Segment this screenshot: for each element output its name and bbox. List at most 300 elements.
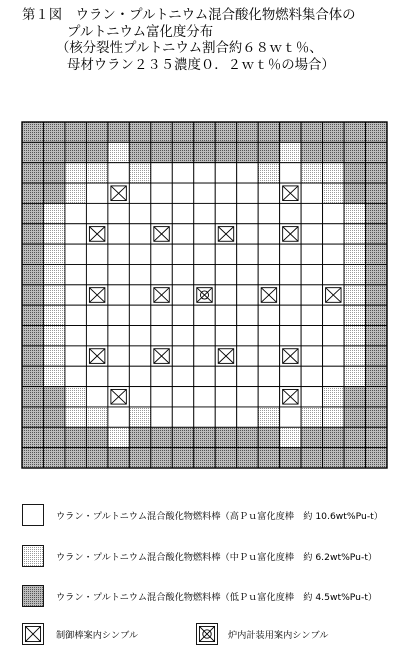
- low-rod-cell: [22, 122, 43, 142]
- high-rod-cell: [194, 305, 215, 325]
- low-rod-cell: [194, 142, 215, 162]
- low-rod-cell: [323, 427, 344, 447]
- low-rod-cell: [86, 427, 107, 447]
- instrument-swatch-cell: [197, 624, 218, 645]
- high-rod-cell: [237, 326, 258, 346]
- control-swatch-cell: [23, 624, 44, 645]
- high-pu-swatch-icon: [22, 504, 44, 526]
- high-rod-cell: [172, 244, 193, 264]
- high-rod-cell: [258, 387, 279, 407]
- low-rod-cell: [366, 244, 387, 264]
- medium-rod-cell: [43, 203, 64, 223]
- low-rod-cell: [22, 264, 43, 284]
- high-rod-cell: [194, 163, 215, 183]
- low-pu-swatch-icon: [22, 585, 44, 607]
- medium-rod-cell: [344, 244, 365, 264]
- low-rod-cell: [22, 163, 43, 183]
- medium-rod-cell: [323, 387, 344, 407]
- low-rod-cell: [366, 427, 387, 447]
- low-rod-cell: [344, 163, 365, 183]
- medium-rod-cell: [65, 163, 86, 183]
- high-rod-cell: [108, 264, 129, 284]
- low-rod-cell: [43, 407, 64, 427]
- high-rod-cell: [215, 407, 236, 427]
- high-rod-cell: [151, 203, 172, 223]
- medium-rod-cell: [323, 163, 344, 183]
- high-rod-cell: [301, 285, 322, 305]
- high-rod-cell: [172, 326, 193, 346]
- high-rod-cell: [172, 387, 193, 407]
- medium-rod-cell: [344, 285, 365, 305]
- low-rod-cell: [344, 387, 365, 407]
- high-rod-cell: [129, 366, 150, 386]
- low-rod-cell: [344, 448, 365, 468]
- low-rod-cell: [280, 122, 301, 142]
- high-swatch-cell: [23, 505, 44, 526]
- title-line-1: [22, 8, 407, 25]
- low-rod-cell: [258, 142, 279, 162]
- high-rod-cell: [301, 244, 322, 264]
- high-rod-cell: [237, 203, 258, 223]
- high-rod-cell: [280, 203, 301, 223]
- low-rod-cell: [22, 366, 43, 386]
- high-rod-cell: [237, 366, 258, 386]
- low-rod-cell: [172, 427, 193, 447]
- high-rod-cell: [172, 203, 193, 223]
- low-rod-cell: [151, 122, 172, 142]
- high-rod-cell: [129, 305, 150, 325]
- control-rod-thimble-icon: [22, 623, 44, 645]
- high-rod-cell: [301, 264, 322, 284]
- medium-rod-cell: [258, 163, 279, 183]
- high-rod-cell: [151, 387, 172, 407]
- low-rod-cell: [129, 448, 150, 468]
- high-rod-cell: [215, 305, 236, 325]
- low-rod-cell: [172, 142, 193, 162]
- high-rod-cell: [237, 305, 258, 325]
- medium-rod-cell: [344, 224, 365, 244]
- low-rod-cell: [366, 285, 387, 305]
- high-rod-cell: [65, 346, 86, 366]
- high-rod-cell: [215, 366, 236, 386]
- high-rod-cell: [194, 346, 215, 366]
- high-rod-cell: [172, 305, 193, 325]
- high-rod-cell: [194, 224, 215, 244]
- high-rod-cell: [86, 326, 107, 346]
- medium-rod-cell: [344, 346, 365, 366]
- low-rod-cell: [366, 448, 387, 468]
- medium-rod-cell: [43, 326, 64, 346]
- low-rod-cell: [366, 183, 387, 203]
- high-rod-cell: [280, 407, 301, 427]
- low-rod-cell: [366, 203, 387, 223]
- high-rod-cell: [172, 163, 193, 183]
- high-rod-cell: [65, 326, 86, 346]
- high-rod-cell: [172, 264, 193, 284]
- high-rod-cell: [237, 285, 258, 305]
- control-rod-cell: [258, 285, 279, 305]
- high-rod-cell: [258, 326, 279, 346]
- high-rod-cell: [108, 163, 129, 183]
- control-rod-cell: [108, 387, 129, 407]
- high-rod-cell: [151, 163, 172, 183]
- low-rod-cell: [22, 387, 43, 407]
- high-rod-cell: [172, 366, 193, 386]
- high-rod-cell: [172, 183, 193, 203]
- medium-rod-cell: [301, 407, 322, 427]
- medium-rod-cell: [65, 407, 86, 427]
- high-rod-cell: [323, 244, 344, 264]
- low-rod-cell: [366, 142, 387, 162]
- high-rod-cell: [258, 346, 279, 366]
- legend-label-high: ウラン・プルトニウム混合酸化物燃料棒（高Ｐｕ富化度棒 約 10.6wt%Pu-t）: [56, 511, 383, 522]
- control-rod-cell: [215, 224, 236, 244]
- low-rod-cell: [366, 305, 387, 325]
- high-rod-cell: [258, 305, 279, 325]
- medium-rod-cell: [301, 163, 322, 183]
- low-rod-cell: [215, 427, 236, 447]
- low-rod-cell: [323, 142, 344, 162]
- low-rod-cell: [108, 448, 129, 468]
- high-rod-cell: [108, 366, 129, 386]
- high-rod-cell: [129, 387, 150, 407]
- medium-rod-cell: [43, 264, 64, 284]
- high-rod-cell: [280, 366, 301, 386]
- high-rod-cell: [86, 387, 107, 407]
- medium-rod-cell: [108, 142, 129, 162]
- high-rod-cell: [129, 264, 150, 284]
- high-rod-cell: [258, 203, 279, 223]
- low-rod-cell: [65, 122, 86, 142]
- high-rod-cell: [108, 244, 129, 264]
- low-rod-cell: [108, 122, 129, 142]
- low-rod-cell: [215, 122, 236, 142]
- low-rod-cell: [344, 407, 365, 427]
- low-rod-cell: [22, 244, 43, 264]
- low-rod-cell: [151, 448, 172, 468]
- low-rod-cell: [22, 326, 43, 346]
- low-rod-cell: [43, 448, 64, 468]
- medium-rod-cell: [43, 346, 64, 366]
- high-rod-cell: [258, 264, 279, 284]
- high-rod-cell: [280, 285, 301, 305]
- high-rod-cell: [65, 305, 86, 325]
- high-rod-cell: [301, 346, 322, 366]
- low-rod-cell: [301, 142, 322, 162]
- title-text-1: ウラン・プルトニウム混合酸化物燃料集合体の: [75, 8, 356, 23]
- high-rod-cell: [237, 183, 258, 203]
- high-rod-cell: [215, 387, 236, 407]
- high-rod-cell: [194, 244, 215, 264]
- low-rod-cell: [194, 448, 215, 468]
- low-rod-cell: [366, 387, 387, 407]
- high-rod-cell: [129, 244, 150, 264]
- high-rod-cell: [215, 203, 236, 223]
- control-rod-cell: [151, 346, 172, 366]
- medium-rod-cell: [65, 387, 86, 407]
- low-rod-cell: [194, 122, 215, 142]
- low-rod-cell: [194, 427, 215, 447]
- low-rod-cell: [301, 122, 322, 142]
- low-rod-cell: [22, 427, 43, 447]
- high-rod-cell: [172, 224, 193, 244]
- low-rod-cell: [86, 142, 107, 162]
- high-rod-cell: [280, 264, 301, 284]
- legend-label-low: ウラン・プルトニウム混合酸化物燃料棒（低Ｐｕ富化度棒 約 4.5wt%Pu-t）: [56, 592, 378, 603]
- high-rod-cell: [237, 264, 258, 284]
- title-line-3: （核分裂性プルトニウム割合約６８ｗｔ％、: [56, 41, 323, 56]
- high-rod-cell: [215, 285, 236, 305]
- low-rod-cell: [237, 427, 258, 447]
- high-rod-cell: [65, 203, 86, 223]
- high-rod-cell: [129, 203, 150, 223]
- high-rod-cell: [129, 326, 150, 346]
- low-rod-cell: [86, 122, 107, 142]
- medium-rod-cell: [344, 305, 365, 325]
- low-rod-cell: [366, 366, 387, 386]
- medium-rod-cell: [280, 142, 301, 162]
- figure-number: 第１図: [22, 8, 63, 23]
- low-rod-cell: [344, 183, 365, 203]
- low-rod-cell: [366, 346, 387, 366]
- low-rod-cell: [22, 203, 43, 223]
- low-rod-cell: [43, 183, 64, 203]
- high-rod-cell: [151, 305, 172, 325]
- medium-rod-cell: [129, 163, 150, 183]
- medium-rod-cell: [323, 183, 344, 203]
- high-rod-cell: [323, 264, 344, 284]
- low-rod-cell: [22, 448, 43, 468]
- low-rod-cell: [65, 142, 86, 162]
- high-rod-cell: [194, 407, 215, 427]
- high-rod-cell: [194, 326, 215, 346]
- high-rod-cell: [280, 163, 301, 183]
- high-rod-cell: [237, 224, 258, 244]
- low-rod-cell: [129, 122, 150, 142]
- low-rod-cell: [344, 427, 365, 447]
- low-rod-cell: [43, 122, 64, 142]
- high-rod-cell: [129, 285, 150, 305]
- high-rod-cell: [258, 224, 279, 244]
- high-rod-cell: [129, 346, 150, 366]
- high-rod-cell: [108, 407, 129, 427]
- control-rod-cell: [108, 183, 129, 203]
- medium-rod-cell: [344, 326, 365, 346]
- low-rod-cell: [258, 448, 279, 468]
- low-swatch-cell: [23, 586, 44, 607]
- high-rod-cell: [86, 264, 107, 284]
- high-rod-cell: [194, 183, 215, 203]
- high-rod-cell: [323, 346, 344, 366]
- low-rod-cell: [366, 163, 387, 183]
- medium-rod-cell: [65, 183, 86, 203]
- high-rod-cell: [237, 387, 258, 407]
- low-rod-cell: [301, 427, 322, 447]
- high-rod-cell: [86, 183, 107, 203]
- low-rod-cell: [129, 142, 150, 162]
- control-rod-cell: [86, 224, 107, 244]
- high-rod-cell: [194, 366, 215, 386]
- low-rod-cell: [43, 387, 64, 407]
- high-rod-cell: [280, 326, 301, 346]
- medium-swatch-cell: [23, 546, 44, 567]
- high-rod-cell: [108, 285, 129, 305]
- low-rod-cell: [366, 122, 387, 142]
- low-rod-cell: [22, 183, 43, 203]
- high-rod-cell: [323, 326, 344, 346]
- control-rod-cell: [86, 285, 107, 305]
- low-rod-cell: [237, 142, 258, 162]
- low-rod-cell: [22, 305, 43, 325]
- low-rod-cell: [43, 163, 64, 183]
- high-rod-cell: [237, 346, 258, 366]
- title-line-4: 母材ウラン２３５濃度０．２ｗｔ％の場合）: [67, 57, 335, 73]
- figure-title: [22, 8, 407, 74]
- low-rod-cell: [237, 448, 258, 468]
- control-rod-cell: [86, 346, 107, 366]
- medium-rod-cell: [258, 407, 279, 427]
- high-rod-cell: [65, 366, 86, 386]
- control-rod-cell: [215, 346, 236, 366]
- high-rod-cell: [237, 163, 258, 183]
- high-rod-cell: [237, 407, 258, 427]
- high-rod-cell: [215, 326, 236, 346]
- low-rod-cell: [65, 448, 86, 468]
- high-rod-cell: [301, 366, 322, 386]
- low-rod-cell: [172, 448, 193, 468]
- control-rod-cell: [280, 183, 301, 203]
- low-rod-cell: [22, 142, 43, 162]
- high-rod-cell: [323, 224, 344, 244]
- low-rod-cell: [344, 142, 365, 162]
- low-rod-cell: [258, 427, 279, 447]
- high-rod-cell: [237, 244, 258, 264]
- low-rod-cell: [86, 448, 107, 468]
- instrument-rod-cell: [194, 285, 215, 305]
- high-rod-cell: [215, 183, 236, 203]
- low-rod-cell: [258, 122, 279, 142]
- high-rod-cell: [151, 366, 172, 386]
- low-rod-cell: [323, 122, 344, 142]
- high-rod-cell: [215, 244, 236, 264]
- medium-pu-swatch-icon: [22, 545, 44, 567]
- high-rod-cell: [194, 264, 215, 284]
- low-rod-cell: [323, 448, 344, 468]
- fuel-assembly-grid: [22, 122, 387, 468]
- control-rod-cell: [151, 285, 172, 305]
- low-rod-cell: [22, 224, 43, 244]
- medium-rod-cell: [43, 366, 64, 386]
- high-rod-cell: [129, 183, 150, 203]
- medium-rod-cell: [43, 305, 64, 325]
- instrument-thimble-icon: [196, 623, 218, 645]
- high-rod-cell: [108, 305, 129, 325]
- high-rod-cell: [86, 305, 107, 325]
- control-rod-cell: [280, 346, 301, 366]
- high-rod-cell: [108, 203, 129, 223]
- high-rod-cell: [323, 305, 344, 325]
- high-rod-cell: [151, 326, 172, 346]
- low-rod-cell: [151, 142, 172, 162]
- medium-rod-cell: [129, 407, 150, 427]
- high-rod-cell: [301, 203, 322, 223]
- high-rod-cell: [215, 264, 236, 284]
- high-rod-cell: [151, 183, 172, 203]
- control-rod-cell: [151, 224, 172, 244]
- high-rod-cell: [258, 366, 279, 386]
- low-rod-cell: [280, 448, 301, 468]
- medium-rod-cell: [323, 407, 344, 427]
- medium-rod-cell: [108, 427, 129, 447]
- low-rod-cell: [301, 448, 322, 468]
- high-rod-cell: [301, 224, 322, 244]
- high-rod-cell: [65, 244, 86, 264]
- low-rod-cell: [215, 448, 236, 468]
- high-rod-cell: [301, 326, 322, 346]
- medium-rod-cell: [43, 244, 64, 264]
- low-rod-cell: [344, 122, 365, 142]
- high-rod-cell: [129, 224, 150, 244]
- high-rod-cell: [280, 244, 301, 264]
- low-rod-cell: [43, 427, 64, 447]
- low-rod-cell: [366, 407, 387, 427]
- high-rod-cell: [323, 366, 344, 386]
- high-rod-cell: [65, 264, 86, 284]
- high-rod-cell: [280, 305, 301, 325]
- high-rod-cell: [258, 244, 279, 264]
- medium-rod-cell: [86, 163, 107, 183]
- high-rod-cell: [301, 305, 322, 325]
- legend-label-control: 制御棒案内シンブル: [56, 630, 139, 641]
- legend-label-instrument: 炉内計装用案内シンブル: [228, 630, 329, 641]
- high-rod-cell: [258, 183, 279, 203]
- title-line-2: プルトニウム富化度分布: [67, 24, 214, 40]
- high-rod-cell: [172, 285, 193, 305]
- high-rod-cell: [194, 387, 215, 407]
- medium-rod-cell: [344, 264, 365, 284]
- medium-rod-cell: [43, 224, 64, 244]
- high-rod-cell: [86, 366, 107, 386]
- low-rod-cell: [22, 285, 43, 305]
- medium-rod-cell: [43, 285, 64, 305]
- high-rod-cell: [172, 346, 193, 366]
- low-rod-cell: [366, 326, 387, 346]
- high-rod-cell: [301, 387, 322, 407]
- low-rod-cell: [43, 142, 64, 162]
- control-rod-cell: [280, 387, 301, 407]
- high-rod-cell: [323, 203, 344, 223]
- low-rod-cell: [366, 224, 387, 244]
- high-rod-cell: [86, 244, 107, 264]
- low-rod-cell: [366, 264, 387, 284]
- low-rod-cell: [172, 122, 193, 142]
- low-rod-cell: [237, 122, 258, 142]
- medium-rod-cell: [280, 427, 301, 447]
- high-rod-cell: [301, 183, 322, 203]
- low-rod-cell: [65, 427, 86, 447]
- low-rod-cell: [215, 142, 236, 162]
- high-rod-cell: [108, 224, 129, 244]
- high-rod-cell: [151, 264, 172, 284]
- high-rod-cell: [86, 203, 107, 223]
- high-rod-cell: [151, 244, 172, 264]
- high-rod-cell: [194, 203, 215, 223]
- medium-rod-cell: [344, 203, 365, 223]
- high-rod-cell: [108, 346, 129, 366]
- low-rod-cell: [22, 407, 43, 427]
- low-rod-cell: [22, 346, 43, 366]
- high-rod-cell: [108, 326, 129, 346]
